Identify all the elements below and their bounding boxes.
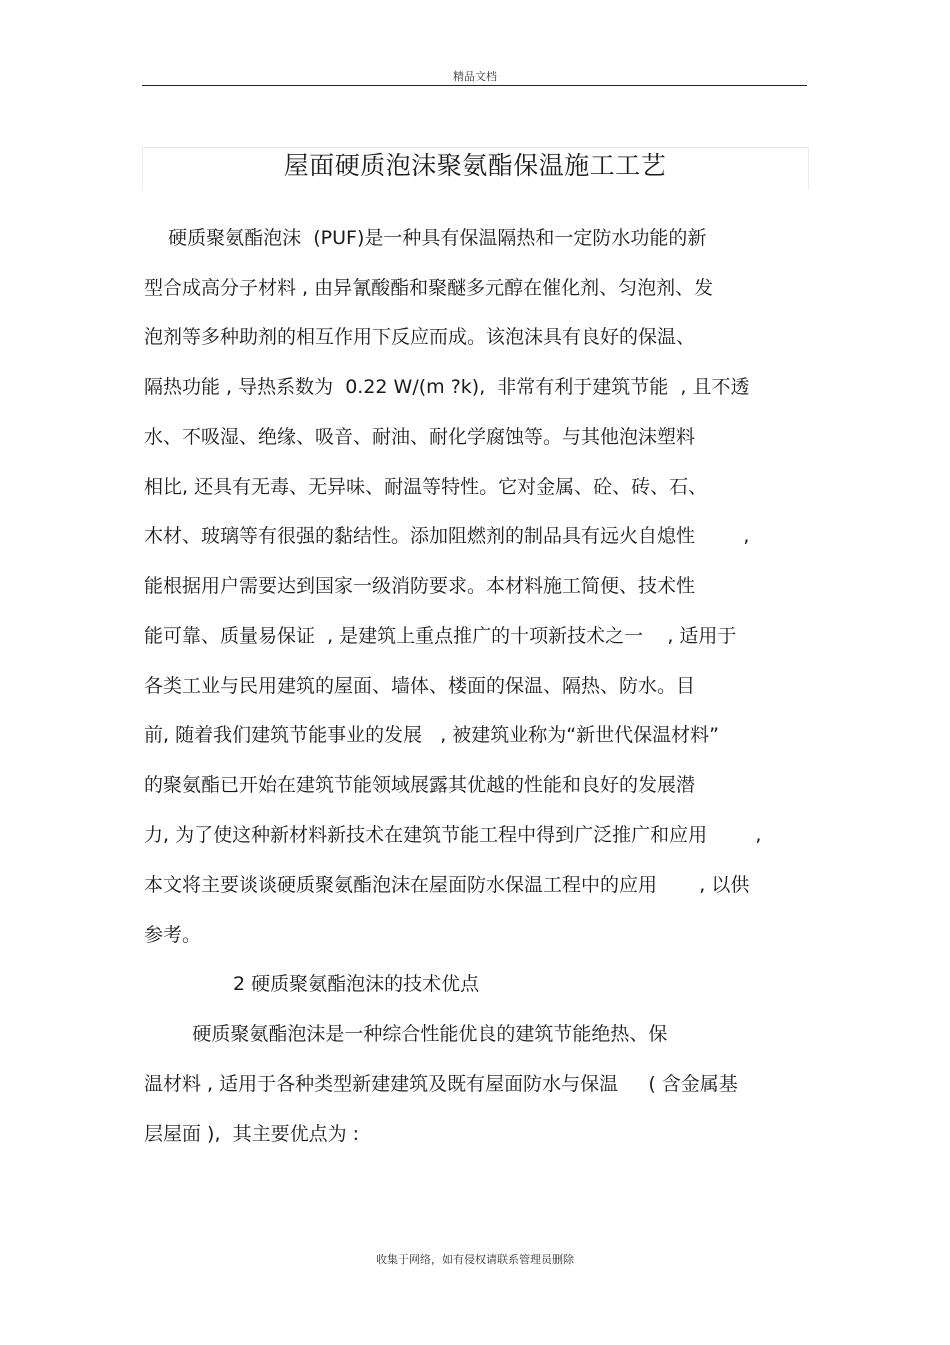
page-header: 精品文档: [453, 70, 497, 83]
text-line: 参考。: [144, 924, 202, 946]
text-line: 能可靠、质量易保证 , 是建筑上重点推广的十项新技术之一 , 适用于: [144, 625, 737, 647]
text-line: 相比, 还具有无毒、无异味、耐温等特性。它对金属、砼、砖、石、: [144, 476, 708, 498]
text-line: 层屋面 ), 其主要优点为 :: [144, 1123, 360, 1145]
text-line: 木材、玻璃等有很强的黏结性。添加阻燃剂的制品具有远火自熄性 ,: [144, 525, 750, 547]
header-divider: [142, 85, 807, 86]
text-line: 本文将主要谈谈硬质聚氨酯泡沫在屋面防水保温工程中的应用 , 以供: [144, 874, 750, 896]
text-line: 温材料 , 适用于各种类型新建建筑及既有屋面防水与保温 ( 含金属基: [144, 1073, 738, 1095]
text-line: 水、不吸湿、绝缘、吸音、耐油、耐化学腐蚀等。与其他泡沫塑料: [144, 426, 696, 448]
text-line: 型合成高分子材料 , 由异氰酸酯和聚醚多元醇在催化剂、匀泡剂、发: [144, 277, 714, 299]
text-line: 力, 为了使这种新材料新技术在建筑节能工程中得到广泛推广和应用 ,: [144, 824, 762, 846]
text-line: 泡剂等多种助剂的相互作用下反应而成。该泡沫具有良好的保温、: [144, 326, 696, 348]
text-line: 硬质聚氨酯泡沫是一种综合性能优良的建筑节能绝热、保: [144, 1023, 668, 1045]
document-title: 屋面硬质泡沫聚氨酯保温施工工艺: [283, 151, 667, 180]
section-heading: 2 硬质聚氨酯泡沫的技术优点: [233, 973, 480, 995]
text-line: 的聚氨酯已开始在建筑节能领域展露其优越的性能和良好的发展潜: [144, 774, 696, 796]
text-line: 各类工业与民用建筑的屋面、墙体、楼面的保温、隔热、防水。目: [144, 675, 696, 697]
text-line: 能根据用户需要达到国家一级消防要求。本材料施工简便、技术性: [144, 575, 696, 597]
page-footer: 收集于网络，如有侵权请联系管理员删除: [376, 1253, 574, 1266]
text-line: 隔热功能 , 导热系数为 0.22 W/(m ?k), 非常有利于建筑节能 , 且不透: [144, 376, 750, 398]
text-line: 前, 随着我们建筑节能事业的发展 , 被建筑业称为“新世代保温材料”: [144, 724, 719, 746]
text-line: 硬质聚氨酯泡沫 (PUF)是一种具有保温隔热和一定防水功能的新: [144, 227, 707, 249]
